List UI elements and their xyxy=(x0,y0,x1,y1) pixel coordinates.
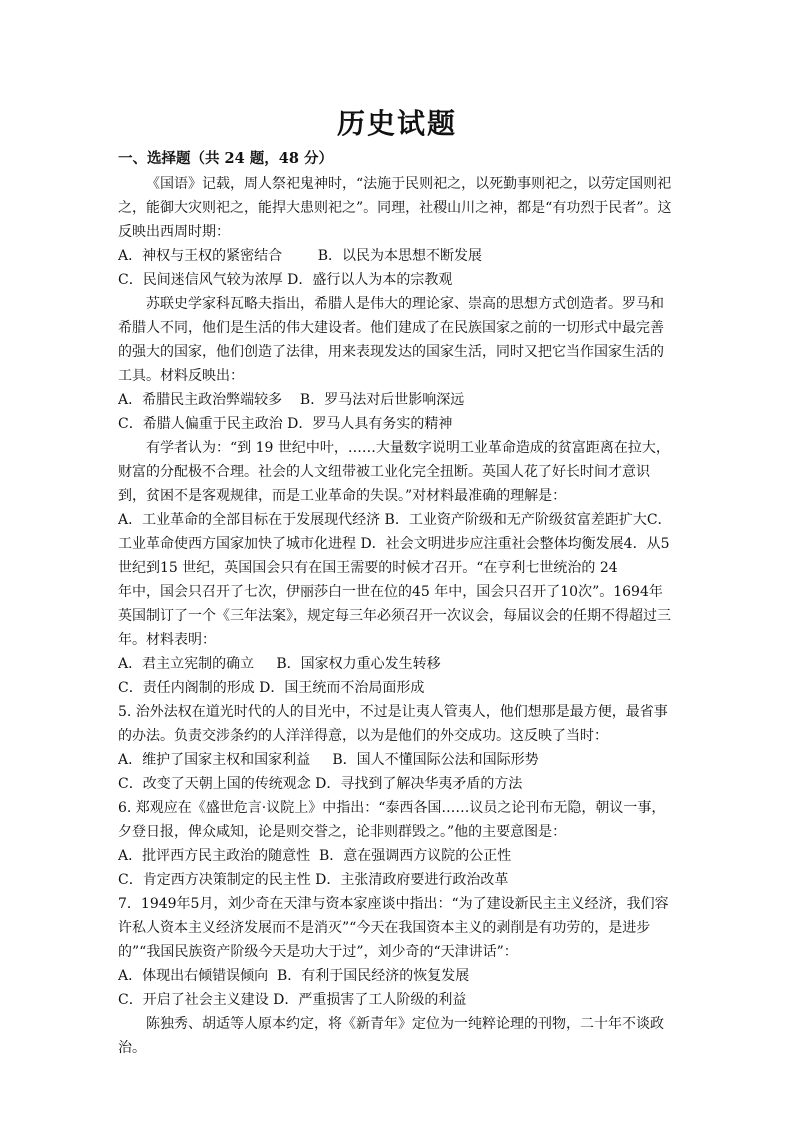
q4-options-row-1: A．君主立宪制的确立 B．国家权力重心发生转移 xyxy=(118,656,441,672)
q6-options-row-2: C．肯定西方决策制定的民主性 D．主张清政府要进行政治改革 xyxy=(118,872,509,888)
q5-options-row-2: C．改变了天朝上国的传统观念 D．寻找到了解决华夷矛盾的方法 xyxy=(118,776,523,792)
q4-stem-continued: 年中，国会只召开了七次，伊丽莎白一世在位的45 年中，国会只召开了10次”。1694年英国制订了一个《三年法案》，规定每三年必须召开一次议会，每届议会的任期不得超过三年。材料表明： xyxy=(118,584,671,648)
q5-stem: 5. 治外法权在道光时代的人的目光中，不过是让夷人管夷人，他们想那是最方便，最省事的办法。负责交涉条约的人洋洋得意，以为是他们的外交成功。这反映了当时： xyxy=(118,704,668,744)
question-content xyxy=(118,172,674,1060)
q4-options-row-2: C．责任内阁制的形成 D．国王统而不治局面形成 xyxy=(118,680,425,696)
q1-options-row-1: A．神权与王权的紧密结合 B．以民为本思想不断发展 xyxy=(118,248,482,264)
q2-stem: 苏联史学家科瓦略夫指出，希腊人是伟大的理论家、崇高的思想方式创造者。罗马和希腊人不同，他们是生活的伟大建设者。他们建成了在民族国家之前的一切形式中最完善的强大的国家，他们创造了法律，用来表现发达的国家生活，同时又把它当作国家生活的工具。材料反映出： xyxy=(118,296,664,384)
q7-options-row-1: A．体现出右倾错误倾向 B．有利于国民经济的恢复发展 xyxy=(118,968,470,984)
q6-options-row-1: A．批评西方民主政治的随意性 B．意在强调西方议院的公正性 xyxy=(118,848,512,864)
q3-options: A．工业革命的全部目标在于发展现代经济 B．工业资产阶级和无产阶级贫富差距扩大C．工业革命使西方国家加快了城市化进程 D．社会文明进步应注重社会整体均衡发展4．从5世纪到15 世纪，英国国会只有在国王需要的时候才召开。“在亨利七世统治的 24 xyxy=(118,512,672,576)
q5-options-row-1: A．维护了国家主权和国家利益 B．国人不懂国际公法和国际形势 xyxy=(118,752,539,768)
q3-stem: 有学者认为：“到 19 世纪中叶，……大量数字说明工业革命造成的贫富距离在拉大， 财富的分配极不合理。社会的人文纽带被工业化完全扭断。英国人花了好长时间才意识 到，贫困不是客观规律，而是工业革命的失误。”对材料最准确的理解是： xyxy=(118,440,670,504)
q2-options-row-2: C．希腊人偏重于民主政治 D．罗马人具有务实的精神 xyxy=(118,416,453,432)
q7-options-row-2: C．开启了社会主义建设 D．严重损害了工人阶级的利益 xyxy=(118,992,467,1008)
q8-stem: 陈独秀、胡适等人原本约定，将《新青年》定位为一纯粹论理的刊物，二十年不谈政 治。 xyxy=(118,1016,664,1056)
q1-stem: 《国语》记载，周人祭祀鬼神时，“法施于民则祀之，以死勤事则祀之，以劳定国则祀之，能御大灾则祀之，能捍大患则祀之”。同理，社稷山川之神，都是“有功烈于民者”。这反映出西周时期： xyxy=(118,176,672,240)
page-title: 历史试题 xyxy=(336,107,457,140)
q6-stem: 6. 郑观应在《盛世危言·议院上》中指出：“泰西各国……议员之论刊布无隐，朝议一事，夕登日报，俾众咸知，论是则交誉之，论非则群毁之。”他的主要意图是： xyxy=(118,800,666,840)
q2-options-row-1: A．希腊民主政治弊端较多 B．罗马法对后世影响深远 xyxy=(118,392,465,408)
q1-options-row-2: C．民间迷信风气较为浓厚 D．盛行以人为本的宗教观 xyxy=(118,272,453,288)
section-heading: 一、选择题（共 24 题，48 分） xyxy=(118,150,333,167)
q7-stem: 7．1949年5月，刘少奇在天津与资本家座谈中指出：“为了建设新民主主义经济，我们容许私人资本主义经济发展而不是消灭”“今天在我国资本主义的剥削是有功劳的，是进步的”“我国民族资产阶级今天是功大于过”，刘少奇的“天津讲话”： xyxy=(118,896,669,960)
